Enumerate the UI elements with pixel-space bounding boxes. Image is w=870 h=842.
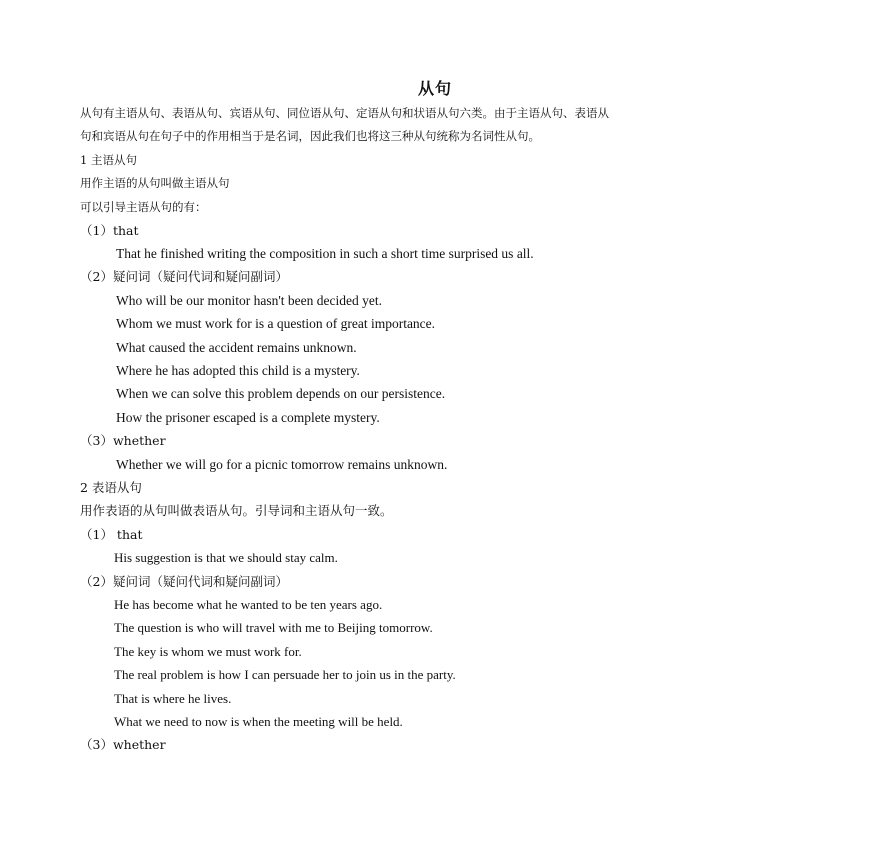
example-sentence: What caused the accident remains unknown. (116, 340, 357, 355)
section-1-intro: 可以引导主语从句的有： (80, 200, 207, 214)
example-sentence: The question is who will travel with me to Beijing tomorrow. (114, 620, 433, 635)
section-2-item-1-label: （1） that (80, 527, 143, 542)
section-1-definition: 用作主语的从句叫做主语从句 (80, 176, 230, 190)
section-2-definition: 用作表语的从句叫做表语从句。引导词和主语从句一致。 (80, 503, 393, 518)
example-sentence: When we can solve this problem depends on our persistence. (116, 386, 446, 401)
example-sentence: What we need to now is when the meeting will be held. (114, 714, 403, 729)
section-1-heading: 1 主语从句 (80, 153, 137, 167)
section-1-item-1-label: （1）that (80, 223, 139, 238)
section-2-heading: 2 表语从句 (80, 480, 142, 495)
example-sentence: His suggestion is that we should stay calm. (114, 550, 338, 565)
example-sentence: The key is whom we must work for. (114, 644, 302, 659)
section-1-item-3-label: （3）whether (80, 433, 166, 448)
intro-line-2: 句和宾语从句在句子中的作用相当于是名词，因此我们也将这三种从句统称为名词性从句。 (80, 129, 540, 143)
example-sentence: Whether we will go for a picnic tomorrow remains unknown. (116, 457, 448, 472)
example-sentence: That he finished writing the composition in such a short time surprised us all. (116, 246, 534, 261)
intro-line-1: 从句有主语从句、表语从句、宾语从句、同位语从句、定语从句和状语从句六类。由于主语从句、表语从 (80, 106, 609, 120)
example-sentence: That is where he lives. (114, 691, 232, 706)
example-sentence: Whom we must work for is a question of great importance. (116, 316, 436, 331)
page-title: 从句 (417, 79, 452, 98)
section-2-item-2-label: （2）疑问词（疑问代词和疑问副词） (80, 574, 288, 589)
example-sentence: The real problem is how I can persuade her to join us in the party. (114, 667, 456, 682)
section-2-item-3-label: （3）whether (80, 737, 166, 752)
section-1-item-2-label: （2）疑问词（疑问代词和疑问副词） (80, 269, 288, 284)
example-sentence: He has become what he wanted to be ten years ago. (114, 597, 383, 612)
example-sentence: Where he has adopted this child is a mystery. (116, 363, 360, 378)
example-sentence: Who will be our monitor hasn't been decided yet. (116, 293, 382, 308)
example-sentence: How the prisoner escaped is a complete mystery. (116, 410, 380, 425)
